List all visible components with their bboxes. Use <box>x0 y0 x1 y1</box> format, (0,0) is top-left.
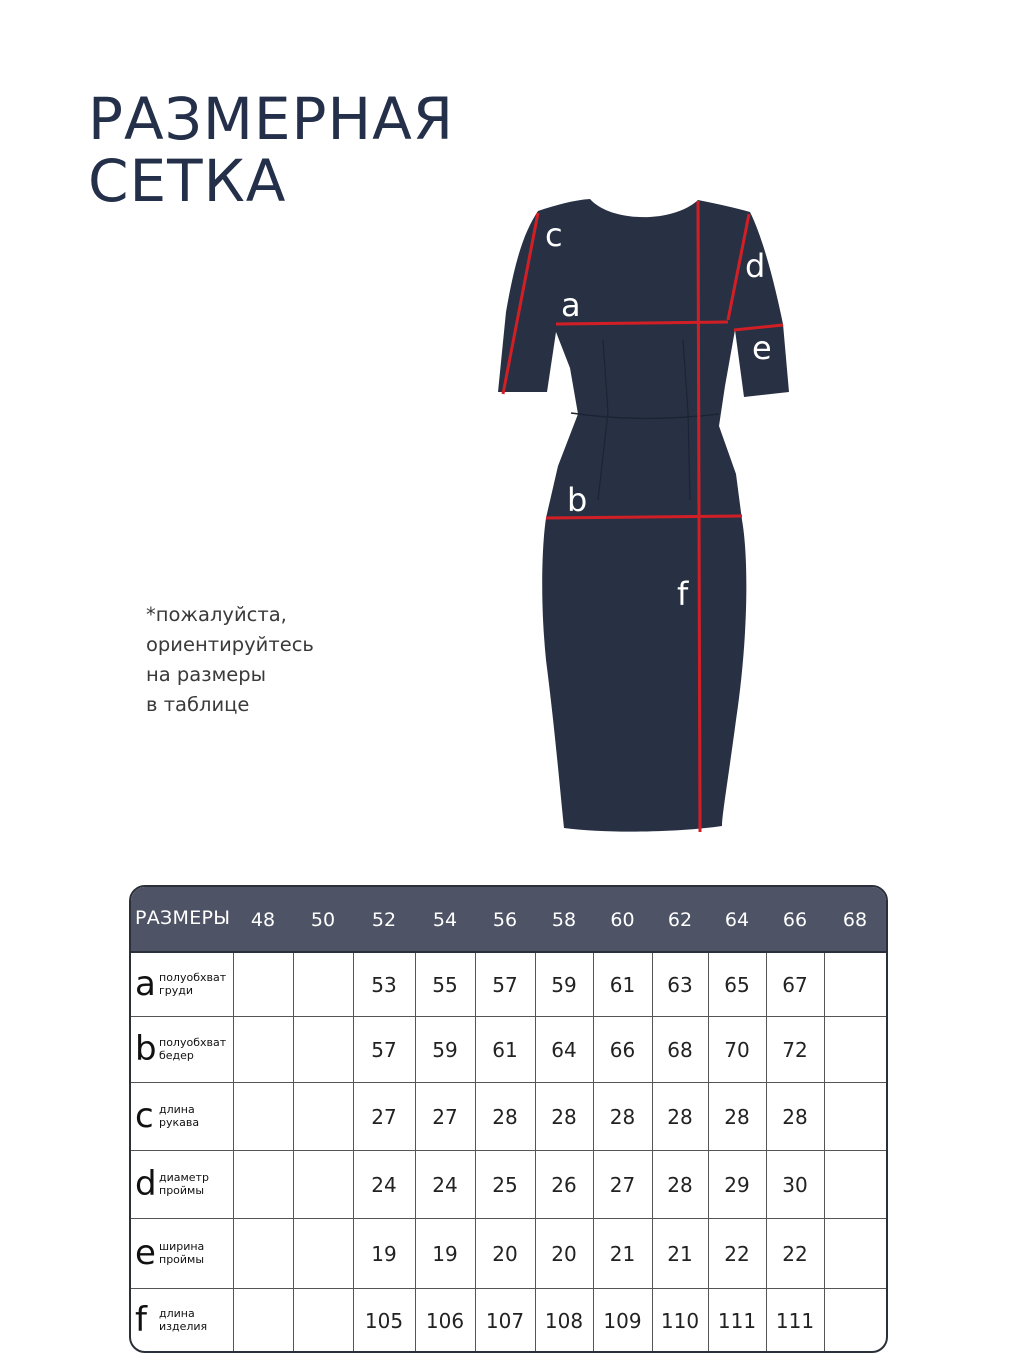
table-cell <box>233 953 293 1016</box>
table-cell: 28 <box>551 1104 577 1129</box>
table-cell <box>824 1289 886 1352</box>
table-cell <box>233 1151 293 1218</box>
table-cell: 66 <box>609 1037 636 1062</box>
table-cell: 110 <box>660 1308 700 1333</box>
table-header <box>131 887 886 953</box>
size-table <box>129 885 888 1353</box>
table-cell: 53 <box>371 972 397 997</box>
table-cell: 24 <box>371 1172 397 1197</box>
note-line-4: в таблице <box>146 693 250 716</box>
table-cell <box>293 953 353 1016</box>
row-letter: a <box>135 964 156 1004</box>
size-header-60: 60 <box>610 909 635 931</box>
column-divider <box>233 953 234 1351</box>
column-divider <box>766 953 767 1351</box>
table-cell: 61 <box>492 1037 518 1062</box>
dress-silhouette <box>498 199 789 832</box>
row-letter: c <box>135 1096 154 1136</box>
row-letter: b <box>135 1029 157 1069</box>
row-name-line-2: изделия <box>159 1320 208 1333</box>
label-d: d <box>745 247 766 285</box>
table-cell: 19 <box>371 1241 397 1266</box>
size-header-62: 62 <box>667 909 693 931</box>
table-cell: 20 <box>551 1241 577 1266</box>
table-cell <box>233 1219 293 1288</box>
row-name-line-2: груди <box>159 984 194 997</box>
note-line-1: *пожалуйста, <box>146 603 287 626</box>
table-cell: 28 <box>609 1104 636 1129</box>
size-header-50: 50 <box>310 909 336 931</box>
table-cell: 27 <box>609 1172 636 1197</box>
table-cell: 21 <box>667 1241 693 1266</box>
table-cell: 28 <box>724 1104 750 1129</box>
table-cell: 64 <box>551 1037 577 1062</box>
size-header-64: 64 <box>724 909 750 931</box>
row-name-line-2: бедер <box>159 1049 194 1062</box>
column-divider <box>593 953 594 1351</box>
row-name <box>159 1240 204 1266</box>
row-name <box>159 1171 209 1197</box>
size-header-48: 48 <box>250 909 276 931</box>
table-cell: 55 <box>432 972 458 997</box>
column-divider <box>475 953 476 1351</box>
header-label: РАЗМЕРЫ <box>135 907 231 929</box>
table-row <box>131 1017 886 1083</box>
table-cell: 105 <box>364 1308 404 1333</box>
table-cell <box>293 1151 353 1218</box>
column-divider <box>824 953 825 1351</box>
label-a: a <box>561 286 581 324</box>
row-name-line-1: полуобхват <box>159 1036 227 1049</box>
table-cell <box>824 953 886 1016</box>
table-cell: 70 <box>724 1037 750 1062</box>
table-row <box>131 1289 886 1353</box>
row-letter: e <box>135 1233 156 1273</box>
table-cell: 111 <box>717 1308 757 1333</box>
measure-line-a <box>556 322 728 324</box>
size-note <box>146 600 314 720</box>
size-header-66: 66 <box>782 909 808 931</box>
table-cell <box>233 1017 293 1082</box>
row-name-line-1: длина <box>159 1103 195 1116</box>
table-cell: 106 <box>425 1308 465 1333</box>
note-line-2: ориентируйтесь <box>146 633 314 656</box>
table-cell <box>233 1289 293 1352</box>
column-divider <box>652 953 653 1351</box>
label-e: e <box>752 329 772 367</box>
table-row <box>131 1083 886 1151</box>
title-line-1: РАЗМЕРНАЯ <box>88 85 455 153</box>
measure-line-f <box>698 201 700 832</box>
table-cell: 57 <box>492 972 518 997</box>
table-cell: 27 <box>432 1104 458 1129</box>
table-cell: 22 <box>782 1241 808 1266</box>
row-name-line-1: ширина <box>159 1240 205 1253</box>
row-name-line-1: длина <box>159 1307 195 1320</box>
table-cell <box>233 1083 293 1150</box>
title-line-2: СЕТКА <box>88 147 287 215</box>
size-header-58: 58 <box>551 909 577 931</box>
table-cell: 28 <box>667 1104 693 1129</box>
row-letter: f <box>135 1300 147 1340</box>
table-cell: 28 <box>782 1104 808 1129</box>
table-cell: 25 <box>492 1172 518 1197</box>
row-name <box>159 1307 207 1333</box>
table-cell: 57 <box>371 1037 397 1062</box>
table-cell: 68 <box>667 1037 693 1062</box>
table-row <box>131 1219 886 1289</box>
table-cell: 59 <box>551 972 577 997</box>
table-cell <box>824 1151 886 1218</box>
label-b: b <box>567 481 588 519</box>
label-c: c <box>545 216 563 254</box>
table-cell: 27 <box>371 1104 397 1129</box>
table-row <box>131 1151 886 1219</box>
row-name-line-2: рукава <box>159 1116 200 1129</box>
table-cell: 21 <box>609 1241 636 1266</box>
table-cell: 19 <box>432 1241 458 1266</box>
table-cell: 28 <box>492 1104 518 1129</box>
table-cell <box>293 1083 353 1150</box>
table-cell <box>293 1017 353 1082</box>
row-name <box>159 1103 199 1129</box>
table-cell <box>824 1083 886 1150</box>
table-cell <box>824 1219 886 1288</box>
size-header-54: 54 <box>432 909 458 931</box>
table-cell: 109 <box>603 1308 642 1333</box>
column-divider <box>708 953 709 1351</box>
table-cell <box>824 1017 886 1082</box>
table-cell: 63 <box>667 972 693 997</box>
table-cell: 28 <box>667 1172 693 1197</box>
table-cell: 107 <box>485 1308 525 1333</box>
size-header-68: 68 <box>842 909 868 931</box>
column-divider <box>293 953 294 1351</box>
table-cell: 29 <box>724 1172 750 1197</box>
table-cell: 108 <box>544 1308 584 1333</box>
row-name <box>159 1036 226 1062</box>
size-header-52: 52 <box>371 909 397 931</box>
column-divider <box>535 953 536 1351</box>
table-cell <box>293 1289 353 1352</box>
row-letter: d <box>135 1164 157 1204</box>
row-name-line-1: диаметр <box>159 1171 209 1184</box>
row-name-line-1: полуобхват <box>159 971 227 984</box>
column-divider <box>415 953 416 1351</box>
size-header-56: 56 <box>492 909 518 931</box>
table-cell: 72 <box>782 1037 808 1062</box>
table-cell: 30 <box>782 1172 808 1197</box>
table-cell: 20 <box>492 1241 518 1266</box>
table-cell: 24 <box>432 1172 458 1197</box>
note-line-3: на размеры <box>146 663 267 686</box>
table-cell: 26 <box>551 1172 577 1197</box>
column-divider <box>353 953 354 1351</box>
table-cell: 61 <box>609 972 636 997</box>
table-cell <box>293 1219 353 1288</box>
row-name <box>159 971 226 997</box>
table-cell: 59 <box>432 1037 458 1062</box>
row-name-line-2: проймы <box>159 1184 205 1197</box>
table-cell: 22 <box>724 1241 750 1266</box>
table-row <box>131 953 886 1017</box>
table-cell: 111 <box>775 1308 815 1333</box>
table-cell: 65 <box>724 972 750 997</box>
row-name-line-2: проймы <box>159 1253 205 1266</box>
table-cell: 67 <box>782 972 808 997</box>
label-f: f <box>677 575 689 613</box>
